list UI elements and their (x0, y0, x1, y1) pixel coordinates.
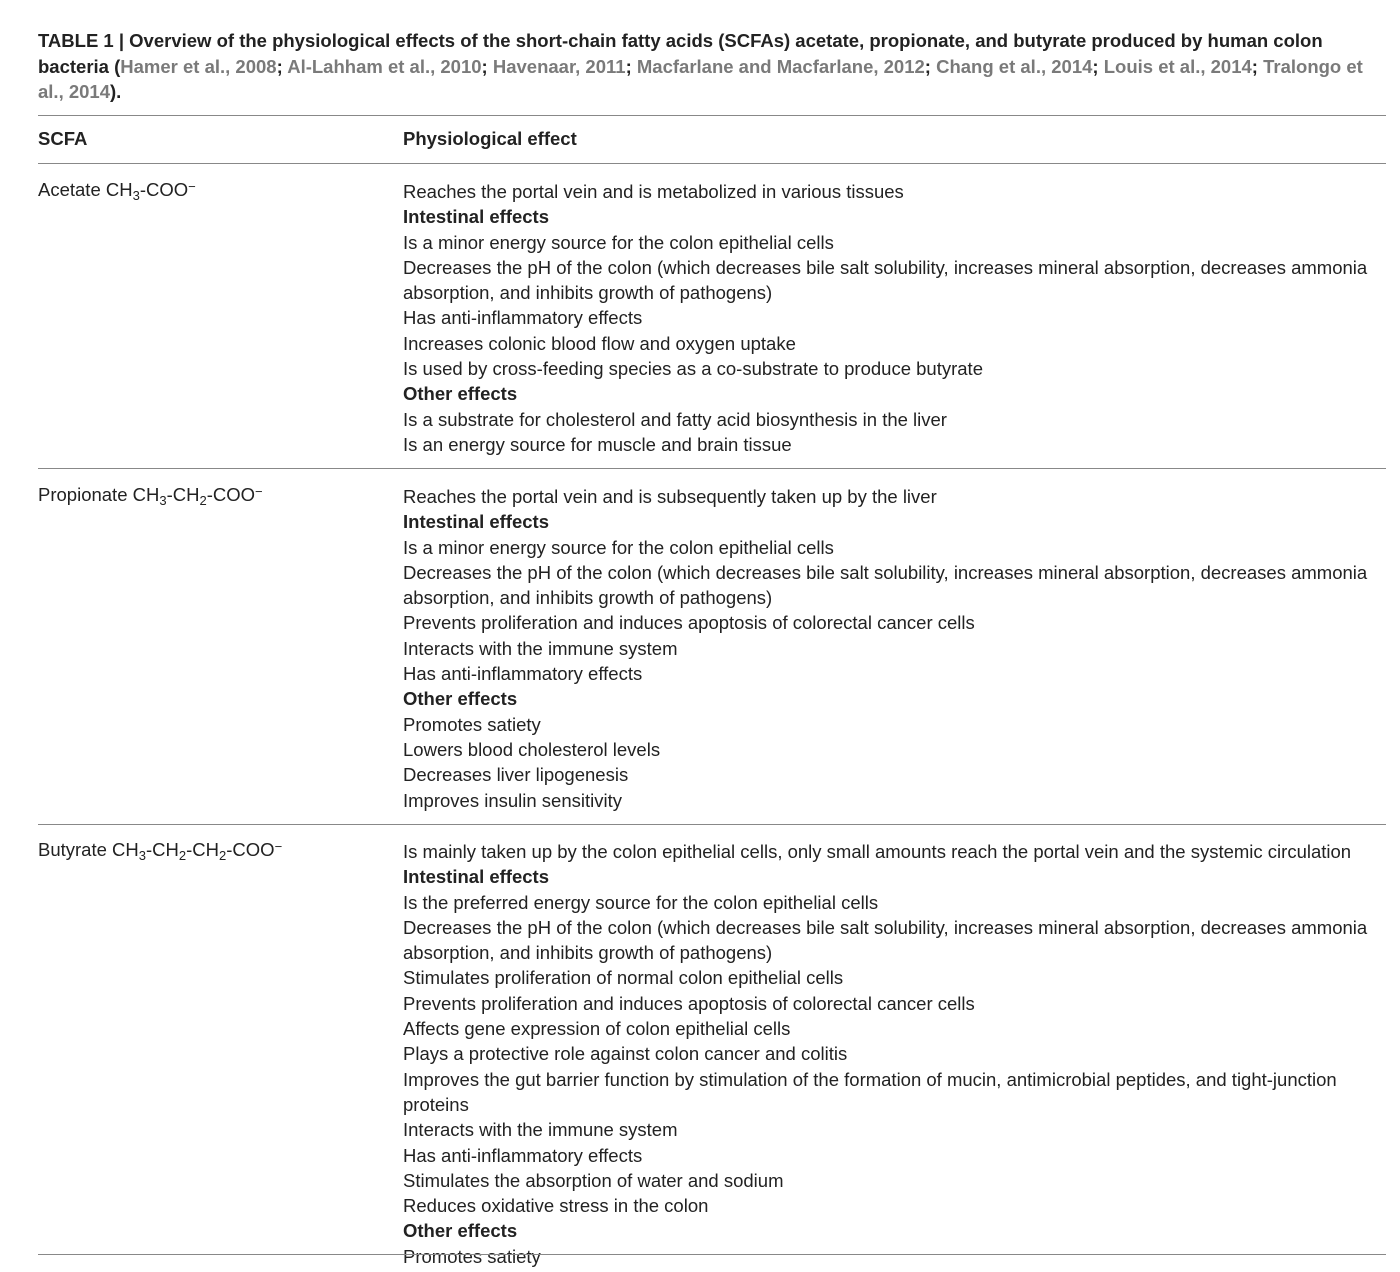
effects-cell (403, 839, 1393, 1269)
effect-group-heading: Intestinal effects (403, 511, 549, 533)
effect-item: Is used by cross-feeding species as a co-substrate to produce butyrate (403, 358, 983, 380)
citation-link[interactable]: Louis et al., 2014 (1103, 55, 1252, 77)
scfa-name-cell: Propionate $CH_3-CH_2-COO^-$ (38, 484, 263, 508)
effect-group-heading: Intestinal effects (403, 206, 549, 228)
effect-item: Decreases the pH of the colon (which decreases bile salt solubility, increases mineral absorption, decreases ammonia absorption, and inhibits growth of pathogens) (403, 256, 1368, 304)
effect-item: Decreases the pH of the colon (which decreases bile salt solubility, increases mineral absorption, decreases ammonia absorption, and inhibits growth of pathogens) (403, 561, 1368, 609)
effect-item: Is a minor energy source for the colon epithelial cells (403, 536, 834, 558)
effect-item: Is a minor energy source for the colon epithelial cells (403, 231, 834, 253)
effect-item: Prevents proliferation and induces apoptosis of colorectal cancer cells (403, 612, 975, 634)
effect-item: Reduces oxidative stress in the colon (403, 1195, 709, 1217)
effect-group-heading: Other effects (403, 688, 518, 710)
table-top-rule (38, 115, 1386, 116)
scfa-name-cell: Butyrate $CH_3-CH_2-CH_2-COO^-$ (38, 839, 283, 863)
effect-item: Promotes satiety (403, 713, 541, 735)
effect-item: Has anti-inflammatory effects (403, 663, 643, 685)
citation-link[interactable]: Chang et al., 2014 (936, 55, 1093, 77)
effect-item: Interacts with the immune system (403, 637, 678, 659)
table-caption: TABLE 1 | Overview of the physiological effects of the short-chain fatty acids (SCFAs) acetate, propionate, and butyrate produced by human colon bacteria (Hamer et al., 2008; Al-Lahham et al., 2010; Havenaar, 2011; Macfarlane and Macfarlane, 2012; Chang et al., 2014; Louis et al., 2014; Tralongo et al., 2014). (38, 30, 1363, 102)
effect-group-heading: Other effects (403, 1220, 518, 1242)
citation-link[interactable]: Tralongo et al., 2014 (38, 55, 1363, 102)
effect-item: Interacts with the immune system (403, 1119, 678, 1141)
effect-item: Is an energy source for muscle and brain tissue (403, 433, 792, 455)
effects-cell (403, 179, 1393, 457)
row-divider (38, 824, 1386, 825)
effect-item: Improves insulin sensitivity (403, 789, 622, 811)
effect-item: Reaches the portal vein and is metabolized in various tissues (403, 181, 904, 202)
effect-item: Is a substrate for cholesterol and fatty acid biosynthesis in the liver (403, 408, 947, 430)
header-rule (38, 163, 1386, 164)
caption-label: TABLE 1 | Overview of the physiological effects of the short-chain fatty acids (SCFAs) acetate, propionate, and butyrate produced by human colon bacteria ( (38, 30, 1323, 77)
effect-item: Stimulates the absorption of water and sodium (403, 1169, 784, 1191)
effect-item: Plays a protective role against colon cancer and colitis (403, 1043, 848, 1065)
citation-link[interactable]: Macfarlane and Macfarlane, 2012 (636, 55, 925, 77)
table-bottom-rule (38, 1254, 1386, 1255)
effect-item: Reaches the portal vein and is subsequently taken up by the liver (403, 486, 937, 507)
effects-cell (403, 484, 1393, 813)
row-divider (38, 468, 1386, 469)
effect-item: Prevents proliferation and induces apoptosis of colorectal cancer cells (403, 992, 975, 1014)
effect-item: Increases colonic blood flow and oxygen uptake (403, 332, 796, 354)
citation-link[interactable]: Hamer et al., 2008 (120, 55, 277, 77)
effect-group-heading: Intestinal effects (403, 866, 549, 888)
effect-item: Decreases liver lipogenesis (403, 764, 629, 786)
effect-item: Is mainly taken up by the colon epithelial cells, only small amounts reach the portal vein and the systemic circulation (403, 841, 1352, 862)
effect-item: Promotes satiety (403, 1245, 541, 1267)
scfa-name-cell: Acetate $CH_3-COO^-$ (38, 179, 196, 203)
effect-item: Decreases the pH of the colon (which decreases bile salt solubility, increases mineral absorption, decreases ammonia absorption, and inhibits growth of pathogens) (403, 916, 1368, 964)
effect-item: Lowers blood cholesterol levels (403, 738, 661, 760)
column-header-scfa: SCFA (38, 128, 88, 149)
effect-item: Affects gene expression of colon epithelial cells (403, 1018, 791, 1040)
column-header-effect: Physiological effect (403, 128, 577, 149)
effect-item: Has anti-inflammatory effects (403, 1144, 643, 1166)
effect-item: Is the preferred energy source for the colon epithelial cells (403, 891, 879, 913)
effect-group-heading: Other effects (403, 383, 518, 405)
citation-link[interactable]: Havenaar, 2011 (492, 55, 626, 77)
effect-item: Improves the gut barrier function by stimulation of the formation of mucin, antimicrobial peptides, and tight-junction proteins (403, 1068, 1337, 1115)
effect-item: Stimulates proliferation of normal colon epithelial cells (403, 967, 844, 989)
effect-item: Has anti-inflammatory effects (403, 307, 643, 329)
citation-link[interactable]: Al-Lahham et al., 2010 (287, 55, 482, 77)
